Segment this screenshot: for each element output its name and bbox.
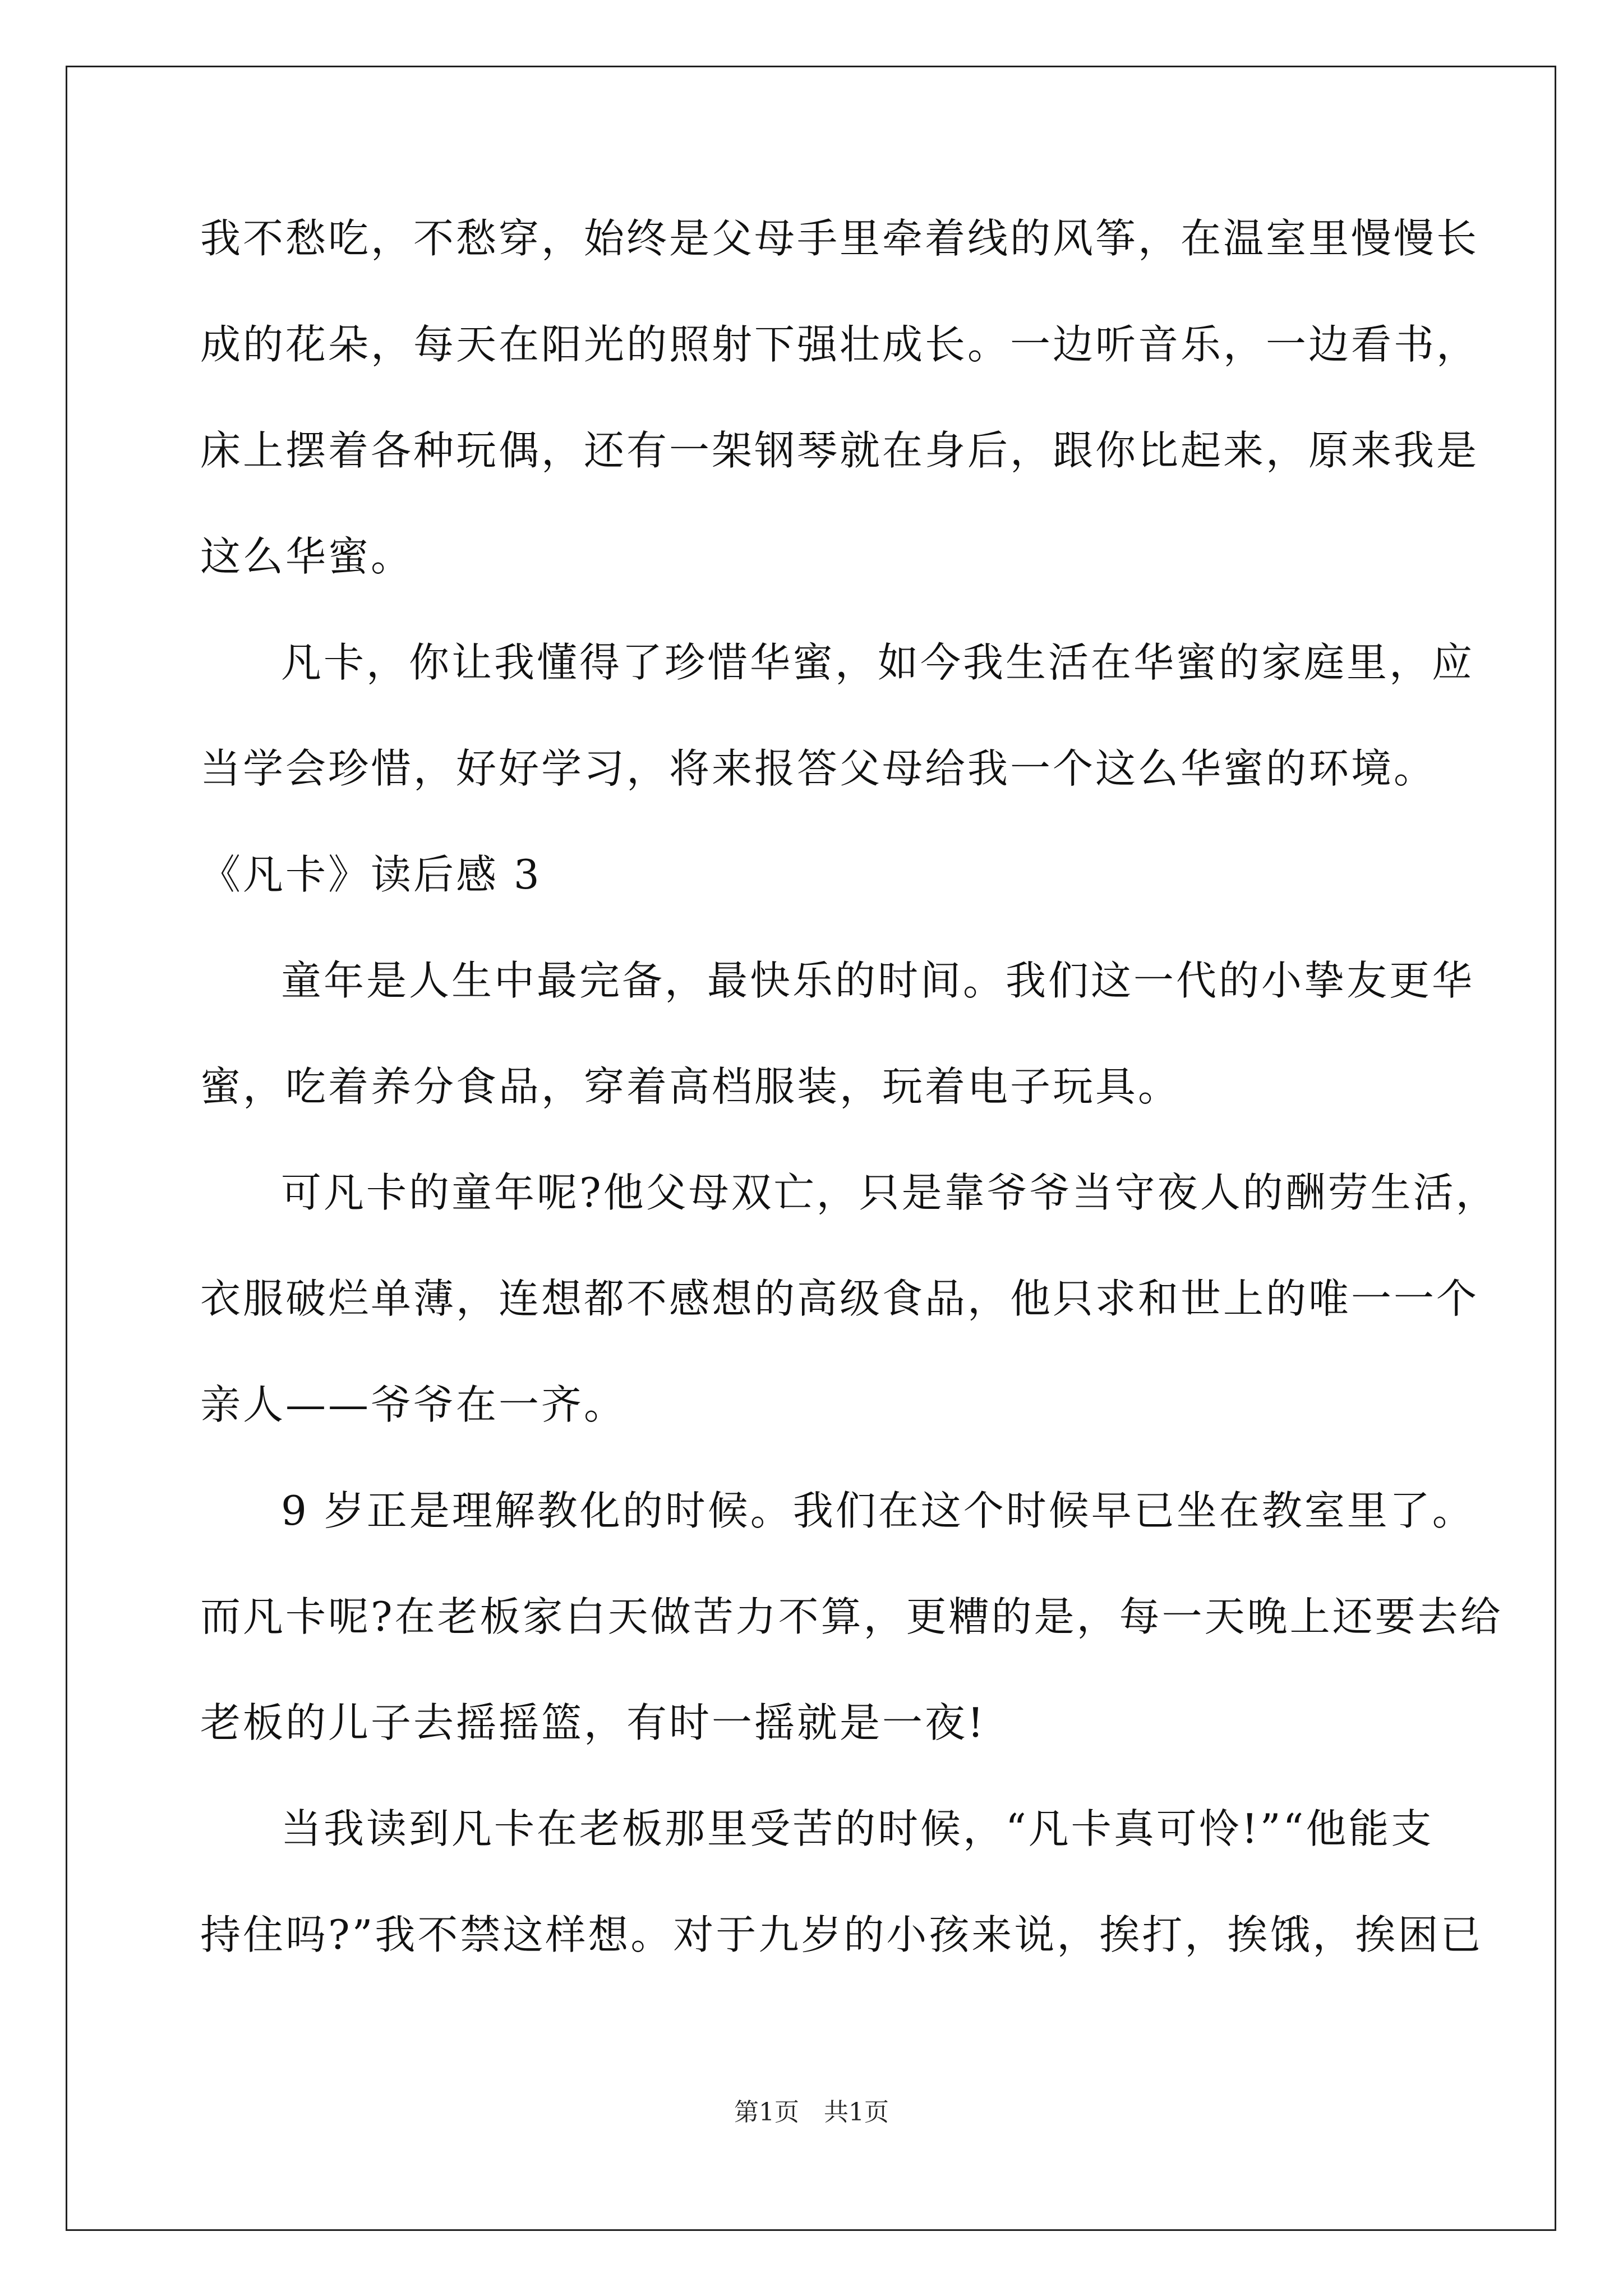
paragraph-first-line: 9 岁正是理解教化的时候。我们在这个时候早已坐在教室里了。: [281, 1487, 1475, 1534]
page-number-footer: 第1页 共1页: [734, 2098, 889, 2127]
text-line: 而凡卡呢?在老板家白天做苦力不算，更糟的是，每一天晚上还要去给: [200, 1593, 1503, 1640]
section-heading: 《凡卡》读后感 3: [200, 851, 542, 898]
paragraph-first-line: 可凡卡的童年呢?他父母双亡，只是靠爷爷当守夜人的酬劳生活，: [281, 1169, 1498, 1216]
text-line: 持住吗?”我不禁这样想。对于九岁的小孩来说，挨打，挨饿，挨困已: [200, 1911, 1483, 1958]
text-line: 亲人——爷爷在一齐。: [200, 1381, 627, 1428]
paragraph-first-line: 凡卡，你让我懂得了珍惜华蜜，如今我生活在华蜜的家庭里，应: [281, 639, 1475, 686]
text-line: 衣服破烂单薄，连想都不感想的高级食品，他只求和世上的唯一一个: [200, 1275, 1479, 1322]
text-line: 蜜，吃着养分食品，穿着高档服装，玩着电子玩具。: [200, 1063, 1181, 1110]
text-line: 成的花朵，每天在阳光的照射下强壮成长。一边听音乐，一边看书，: [200, 321, 1479, 368]
text-line: 床上摆着各种玩偶，还有一架钢琴就在身后，跟你比起来，原来我是: [200, 427, 1479, 474]
text-line: 这么华蜜。: [200, 533, 414, 580]
text-line: 我不愁吃，不愁穿，始终是父母手里牵着线的风筝，在温室里慢慢长: [200, 215, 1479, 262]
text-line: 当学会珍惜，好好学习，将来报答父母给我一个这么华蜜的环境。: [200, 745, 1437, 792]
paragraph-first-line: 童年是人生中最完备，最快乐的时间。我们这一代的小挚友更华: [281, 957, 1475, 1004]
paragraph-first-line: 当我读到凡卡在老板那里受苦的时候，“凡卡真可怜!”“他能支: [281, 1805, 1434, 1852]
text-line: 老板的儿子去摇摇篮，有时一摇就是一夜!: [200, 1699, 986, 1746]
page-border: [66, 66, 1556, 2231]
